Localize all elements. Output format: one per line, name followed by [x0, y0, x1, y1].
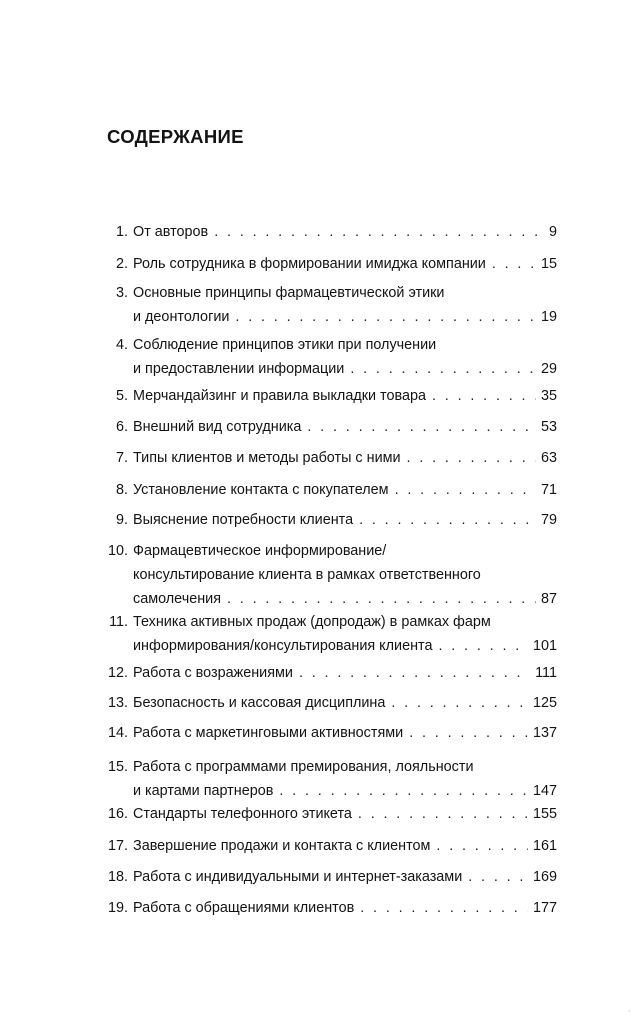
toc-entry-title: Стандарты телефонного этикета	[133, 806, 352, 822]
dot-leader	[409, 723, 528, 743]
toc-entry-line	[133, 804, 557, 824]
toc-entry-line	[133, 663, 557, 683]
toc-entry-page: 111	[535, 665, 557, 681]
toc-entry-title: Установление контакта с покупателем	[133, 482, 389, 498]
toc-entry-number: 18.	[107, 869, 128, 885]
toc-entry-line	[133, 723, 557, 743]
dot-leader	[395, 480, 536, 500]
toc-entry-page: 147	[532, 783, 557, 799]
toc-entry-title: Работа с обращениями клиентов	[133, 900, 355, 916]
toc-entry-number: 5.	[115, 388, 128, 404]
toc-entry-title: Завершение продажи и контакта с клиентом	[133, 838, 431, 854]
toc-entry-page: 125	[532, 695, 557, 711]
toc-entry-page: 35	[540, 388, 557, 404]
toc-entry-line	[133, 386, 557, 406]
toc-entry-line	[133, 898, 557, 918]
dot-leader	[358, 804, 528, 824]
toc-entry-line	[133, 781, 557, 801]
toc-entry-page: 161	[532, 838, 557, 854]
toc-entry-number: 3.	[115, 285, 128, 301]
dot-leader	[214, 222, 544, 242]
toc-entry-page: 15	[540, 256, 557, 272]
toc-entry-number: 2.	[115, 256, 128, 272]
toc-entry-line	[133, 254, 557, 274]
toc-entry-page: 79	[540, 512, 557, 528]
toc-entry-title: самолечения	[133, 591, 221, 607]
dot-leader	[432, 386, 536, 406]
dot-leader	[492, 254, 536, 274]
toc-entry-page: 19	[540, 309, 557, 325]
toc-entry-line	[133, 612, 557, 632]
dot-leader	[350, 359, 536, 379]
toc-entry-number: 14.	[107, 725, 128, 741]
toc-entry-line	[133, 541, 557, 561]
toc-entry-page: 71	[540, 482, 557, 498]
dot-leader	[279, 781, 528, 801]
toc-entry-number: 13.	[107, 695, 128, 711]
toc-entry-page: 53	[540, 419, 557, 435]
toc-entry-page: 137	[532, 725, 557, 741]
toc-entry-page: 169	[532, 869, 557, 885]
toc-entry-line	[133, 589, 557, 609]
toc-entry-title: Основные принципы фармацевтической этики	[133, 285, 445, 301]
toc-entry-title: Безопасность и кассовая дисциплина	[133, 695, 386, 711]
toc-entry-title: Роль сотрудника в формировании имиджа компании	[133, 256, 486, 272]
toc-entry-number: 9.	[115, 512, 128, 528]
dot-leader	[227, 589, 536, 609]
toc-entry-number: 19.	[107, 900, 128, 916]
dot-leader	[436, 836, 528, 856]
toc-entry-number: 10.	[107, 543, 128, 559]
dot-leader	[235, 307, 536, 327]
toc-entry-number: 1.	[115, 224, 128, 240]
toc-entry-title: Соблюдение принципов этики при получении	[133, 337, 437, 353]
toc-entry-line	[133, 565, 557, 585]
toc-entry-number: 17.	[107, 838, 128, 854]
toc-entry-line	[133, 335, 557, 355]
toc-entry-title: и предоставлении информации	[133, 361, 345, 377]
page-title: СОДЕРЖАНИЕ	[107, 126, 244, 147]
dot-leader	[438, 636, 528, 656]
toc-entry-title: Работа с маркетинговыми активностями	[133, 725, 404, 741]
toc-entry-title: и картами партнеров	[133, 783, 274, 799]
toc-entry-number: 4.	[115, 337, 128, 353]
toc-entry-title: Работа с индивидуальными и интернет-заказами	[133, 869, 463, 885]
toc-entry-line	[133, 693, 557, 713]
toc-entry-number: 12.	[107, 665, 128, 681]
dot-leader	[468, 867, 528, 887]
toc-entry-line	[133, 757, 557, 777]
toc-entry-title: Работа с возражениями	[133, 665, 293, 681]
toc-entry-title: Внешний вид сотрудника	[133, 419, 302, 435]
toc-entry-title: Техника активных продаж (допродаж) в рамках фарм	[133, 614, 491, 630]
toc-entry-number: 11.	[109, 614, 128, 630]
dot-leader	[359, 510, 536, 530]
toc-entry-title: Фармацевтическое информирование/	[133, 543, 387, 559]
dot-leader	[391, 693, 528, 713]
toc-entry-line	[133, 283, 557, 303]
toc-entry-title: информирования/консультирования клиента	[133, 638, 433, 654]
toc-entry-page: 155	[532, 806, 557, 822]
toc-entry-title: консультирование клиента в рамках ответственного	[133, 567, 481, 583]
toc-entry-page: 63	[540, 450, 557, 466]
toc-entry-line	[133, 448, 557, 468]
toc-entry-line	[133, 867, 557, 887]
toc-entry-line	[133, 417, 557, 437]
toc-entry-number: 7.	[115, 450, 128, 466]
toc-entry-number: 8.	[115, 482, 128, 498]
corner-mark: ·	[628, 1007, 631, 1016]
toc-entry-title: Мерчандайзинг и правила выкладки товара	[133, 388, 426, 404]
toc-entry-page: 29	[540, 361, 557, 377]
dot-leader	[299, 663, 530, 683]
toc-entry-title: От авторов	[133, 224, 209, 240]
toc-entry-title: Работа с программами премирования, лояльности	[133, 759, 474, 775]
dot-leader	[307, 417, 536, 437]
toc-entry-title: и деонтологии	[133, 309, 230, 325]
toc-entry-page: 9	[548, 224, 557, 240]
toc-entry-line	[133, 510, 557, 530]
toc-entry-line	[133, 359, 557, 379]
dot-leader	[360, 898, 528, 918]
toc-entry-number: 16.	[107, 806, 128, 822]
toc-entry-page: 177	[532, 900, 557, 916]
toc-entry-line	[133, 636, 557, 656]
toc-entry-line	[133, 480, 557, 500]
toc-entry-page: 101	[532, 638, 557, 654]
dot-leader	[407, 448, 536, 468]
toc-entry-line	[133, 307, 557, 327]
toc-entry-title: Выяснение потребности клиента	[133, 512, 354, 528]
toc-entry-line	[133, 836, 557, 856]
toc-entry-number: 6.	[115, 419, 128, 435]
toc-entry-number: 15.	[107, 759, 128, 775]
toc-entry-page: 87	[540, 591, 557, 607]
toc-entry-line	[133, 222, 557, 242]
toc-entry-title: Типы клиентов и методы работы с ними	[133, 450, 401, 466]
